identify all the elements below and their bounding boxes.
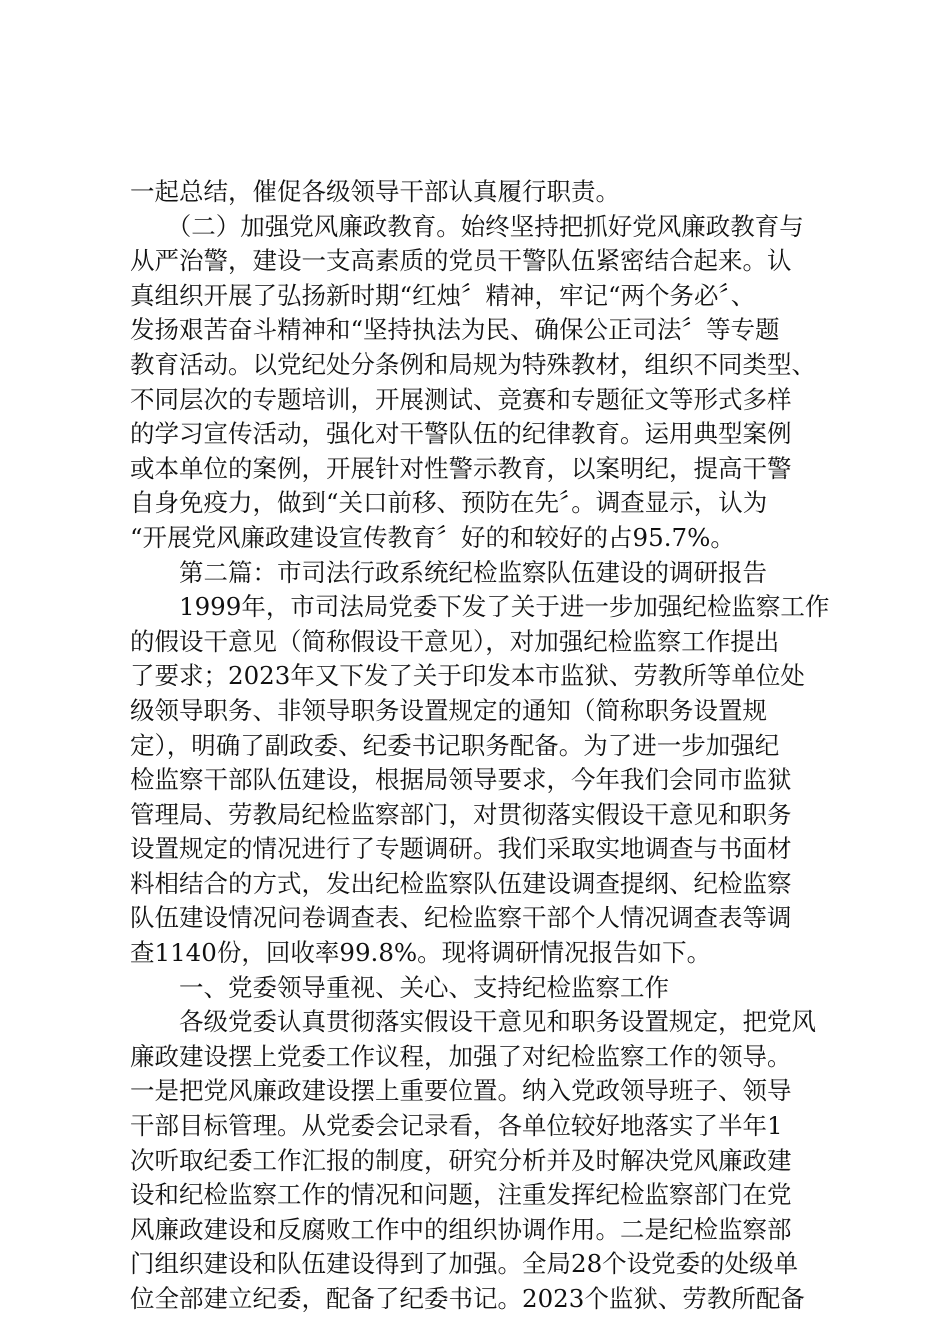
- text-line: 发扬艰苦奋斗精神和“坚持执法为民、确保公正司法〞等专题: [130, 315, 780, 345]
- text-line: 定），明确了副政委、纪委书记职务配备。为了进一步加强纪: [130, 730, 780, 760]
- section-heading: 第二篇：市司法行政系统纪检监察队伍建设的调研报告: [130, 557, 767, 587]
- text-line: 队伍建设情况问卷调查表、纪检监察干部个人情况调查表等调: [130, 903, 792, 933]
- text-line: 门组织建设和队伍建设得到了加强。全局28个设党委的处级单: [130, 1249, 799, 1279]
- text-line: 级领导职务、非领导职务设置规定的通知（简称职务设置规: [130, 695, 767, 725]
- body-text: [130, 175, 830, 1317]
- text-line: 设和纪检监察工作的情况和问题，注重发挥纪检监察部门在党: [130, 1180, 792, 1210]
- text-line: 真组织开展了弘扬新时期“红烛〞精神，牢记“两个务必〞、: [130, 280, 756, 310]
- text-line: 次听取纪委工作汇报的制度，研究分析并及时解决党风廉政建: [130, 1145, 792, 1175]
- text-line: 或本单位的案例，开展针对性警示教育，以案明纪，提高干警: [130, 453, 792, 483]
- text-line: 风廉政建设和反腐败工作中的组织协调作用。二是纪检监察部: [130, 1214, 792, 1244]
- text-line: 查1140份，回收率99.8%。现将调研情况报告如下。: [130, 938, 712, 968]
- text-line: “开展党风廉政建设宣传教育〞好的和较好的占95.7%。: [130, 522, 735, 552]
- text-line: 1999年，市司法局党委下发了关于进一步加强纪检监察工作: [130, 592, 830, 622]
- text-line: 设置规定的情况进行了专题调研。我们采取实地调查与书面材: [130, 834, 792, 864]
- text-line: 位全部建立纪委，配备了纪委书记。2023个监狱、劳教所配备: [130, 1284, 805, 1313]
- text-line: 管理局、劳教局纪检监察部门，对贯彻落实假设干意见和职务: [130, 799, 792, 829]
- text-line: 了要求；2023年又下发了关于印发本市监狱、劳教所等单位处: [130, 661, 805, 691]
- text-line: 不同层次的专题培训，开展测试、竞赛和专题征文等形式多样: [130, 384, 792, 414]
- text-line: 一是把党风廉政建设摆上重要位置。纳入党政领导班子、领导: [130, 1076, 792, 1106]
- text-line: 料相结合的方式，发出纪检监察队伍建设调查提纲、纪检监察: [130, 868, 792, 898]
- text-line: 各级党委认真贯彻落实假设干意见和职务设置规定，把党风: [130, 1007, 816, 1037]
- text-line: 检监察干部队伍建设，根据局领导要求，今年我们会同市监狱: [130, 765, 792, 795]
- text-line: 一起总结，催促各级领导干部认真履行职责。: [130, 177, 620, 206]
- text-line: 自身免疫力，做到“关口前移、预防在先〞。调查显示，认为: [130, 488, 768, 518]
- text-line: （二）加强党风廉政教育。始终坚持把抓好党风廉政教育与: [130, 211, 804, 241]
- text-line: 廉政建设摆上党委工作议程，加强了对纪检监察工作的领导。: [130, 1041, 792, 1071]
- text-line: 从严治警，建设一支高素质的党员干警队伍紧密结合起来。认: [130, 246, 792, 276]
- text-line: 教育活动。以党纪处分条例和局规为特殊教材，组织不同类型、: [130, 349, 816, 379]
- text-line: 的假设干意见（简称假设干意见），对加强纪检监察工作提出: [130, 626, 780, 656]
- section-heading: 一、党委领导重视、关心、支持纪检监察工作: [130, 972, 669, 1002]
- text-line: 干部目标管理。从党委会记录看，各单位较好地落实了半年1: [130, 1111, 783, 1141]
- text-line: 的学习宣传活动，强化对干警队伍的纪律教育。运用典型案例: [130, 419, 792, 449]
